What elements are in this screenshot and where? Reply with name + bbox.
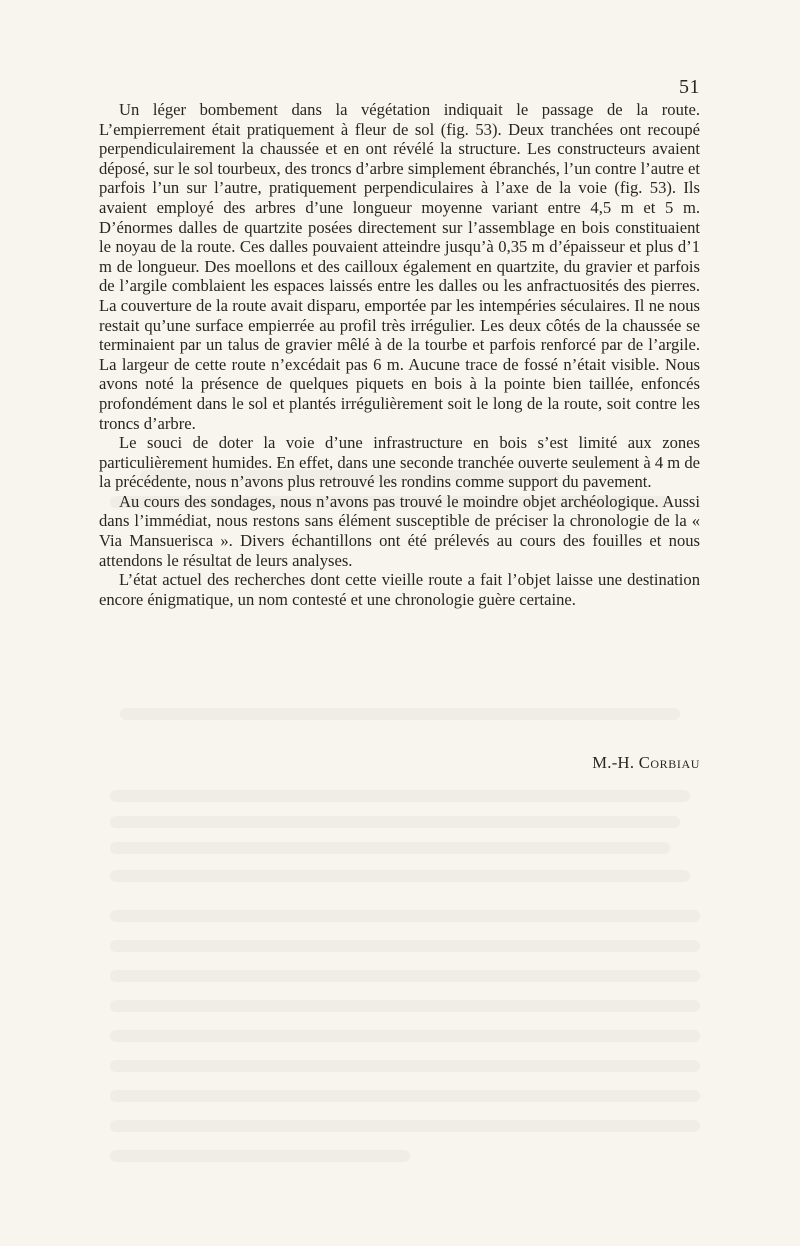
bleed-line	[110, 842, 670, 854]
bleed-line	[110, 870, 690, 882]
bleed-line	[120, 708, 680, 720]
bleed-line	[110, 1150, 410, 1162]
bleed-line	[110, 1090, 700, 1102]
paragraph: Au cours des sondages, nous n’avons pas trouvé le moindre objet archéologique. Aussi dans l’immédiat, nous restons sans élément susceptible de préciser la chronologie de la « Via Mansuerisca ». Divers échantillons ont été prélevés au cours des fouilles et nous attendons le résultat de leurs analyses.	[99, 491, 700, 570]
paragraph: L’état actuel des recherches dont cette vieille route a fait l’objet laisse une destination encore énigmatique, un nom contesté et une chronologie guère certaine.	[99, 570, 700, 609]
bleed-line	[110, 910, 700, 922]
page-number: 51	[679, 76, 700, 98]
bleed-line	[110, 940, 700, 952]
bleed-line	[110, 1060, 700, 1072]
bleed-line	[110, 1000, 700, 1012]
author-surname: Corbiau	[638, 753, 700, 772]
bleed-line	[110, 790, 690, 802]
paragraph: Un léger bombement dans la végétation indiquait le passage de la route. L’empierrement était pratiquement à fleur de sol (fig. 53). Deux tranchées ont recoupé perpendiculairement la chaussée et en ont révélé la structure. Les constructeurs avaient déposé, sur le sol tourbeux, des troncs d’arbre simplement ébranchés, l’un contre l’autre et parfois l’un sur l’autre, pratiquement perpendiculaires à l’axe de la voie (fig. 53). Ils avaient employé des arbres d’une longueur moyenne variant entre 4,5 m et 5 m. D’énormes dalles de quartzite posées directement sur l’assemblage en bois constituaient le noyau de la route. Ces dalles pouvaient atteindre jusqu’à 0,35 m d’épaisseur et plus d’1 m de longueur. Des moellons et des cailloux également en quartzite, du gravier et parfois de l’argile comblaient les espaces laissés entre les dalles ou les anfractuosités des pierres. La couverture de la route avait disparu, emportée par les intempéries séculaires. Il ne nous restait qu’une surface empierrée au profil très irrégulier. Les deux côtés de la chaussée se terminaient par un talus de gravier mêlé à de la tourbe et parfois renforcé par de l’argile. La largeur de cette route n’excédait pas 6 m. Aucune trace de fossé n’était visible. Nous avons noté la présence de quelques piquets en bois à la pointe bien taillée, enfoncés profondément dans le sol et plantés irrégulièrement soit le long de la route, soit contre les troncs d’arbre.	[99, 100, 700, 433]
author-signature	[520, 753, 700, 773]
bleed-line	[110, 1120, 700, 1132]
bleed-line	[110, 970, 700, 982]
author-initials: M.-H.	[592, 753, 635, 772]
bleed-line	[110, 816, 680, 828]
bleed-line	[110, 1030, 700, 1042]
paragraph: Le souci de doter la voie d’une infrastructure en bois s’est limité aux zones particulièrement humides. En effet, dans une seconde tranchée ouverte seulement à 4 m de la précédente, nous n’avons plus retrouvé les rondins comme support du pavement.	[99, 433, 700, 492]
body-text	[99, 100, 700, 609]
